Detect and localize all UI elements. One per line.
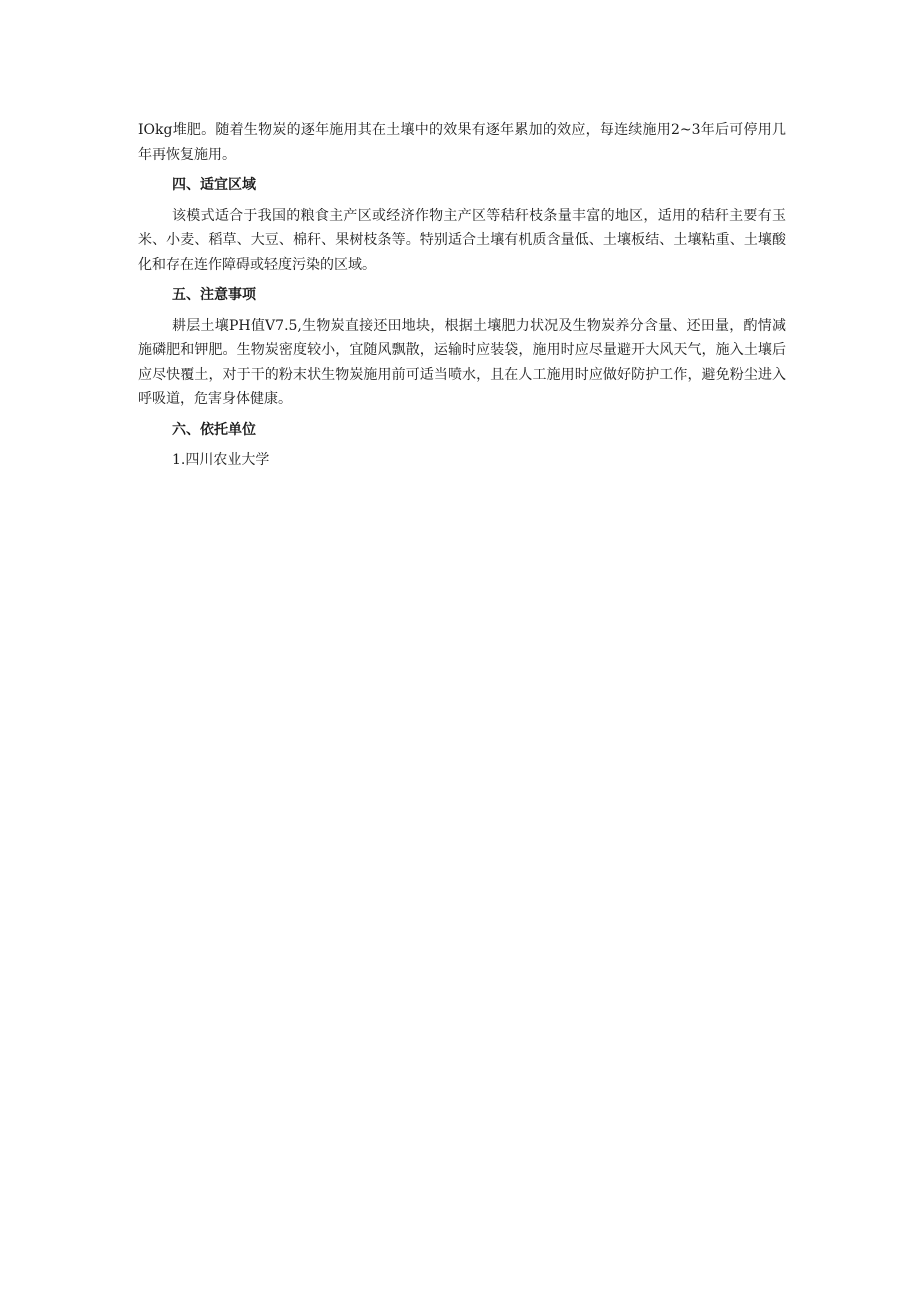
section-heading-precautions: 五、注意事项 (172, 287, 256, 303)
section-heading-supporting-unit: 六、依托单位 (172, 421, 256, 438)
section-heading-suitable-region: 四、适宜区域 (172, 177, 256, 193)
continuation-paragraph: IOkg堆肥。随着生物炭的逐年施用其在土壤中的效果有逐年累加的效应，每连续施用2~3年后可停用几年再恢复施用。 (138, 122, 786, 163)
document-body (138, 118, 786, 473)
supporting-unit-item: 1.四川农业大学 (172, 452, 270, 468)
precautions-paragraph: 耕层土壤PH值V7.5,生物炭直接还田地块，根据土壤肥力状况及生物炭养分含量、还田量，酌情减施磷肥和钾肥。生物炭密度较小，宜随风飘散，运输时应装袋，施用时应尽量避开大风天气，施入土壤后应尽快覆土，对于干的粉末状生物炭施用前可适当喷水，且在人工施用时应做好防护工作，避免粉尘进入呼吸道，危害身体健康。 (138, 317, 786, 407)
suitable-region-paragraph: 该模式适合于我国的粮食主产区或经济作物主产区等秸秆枝条量丰富的地区，适用的秸秆主要有玉米、小麦、稻草、大豆、棉秆、果树枝条等。特别适合土壤有机质含量低、土壤板结、土壤粘重、土壤酸化和存在连作障碍或轻度污染的区域。 (138, 207, 786, 273)
